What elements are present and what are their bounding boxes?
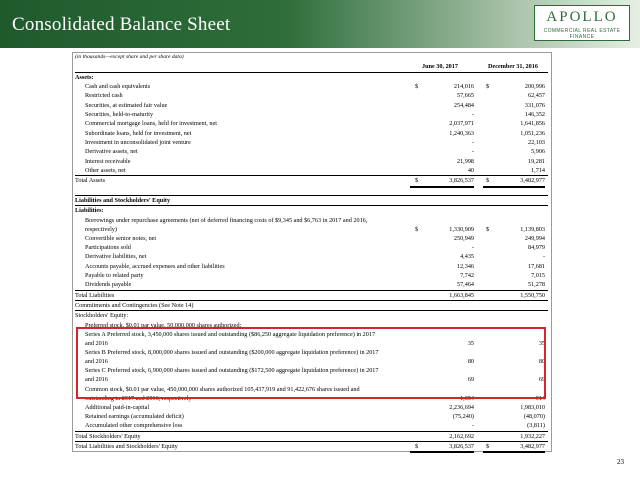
equity-heading: Stockholders' Equity: xyxy=(75,312,129,320)
row-label: Participations sold xyxy=(85,244,131,252)
value-june-2017: 57,665 xyxy=(456,92,474,100)
value-june-2017: 7,742 xyxy=(460,272,474,280)
value-june-2017: - xyxy=(471,138,474,146)
apollo-logo xyxy=(534,5,630,41)
row-label: Additional paid-in-capital xyxy=(85,403,150,411)
liability-row xyxy=(75,234,548,243)
value-dec-2016: 1,983,010 xyxy=(520,403,545,411)
row-label: Common stock, $0.01 par value, 450,000,000 shares authorized 105,437,919 and 91,422,676 shares issued and outstanding in 2017 and 2016, respectively xyxy=(85,385,360,402)
value-june-2017: 40 xyxy=(467,166,474,174)
row-label: Other assets, net xyxy=(85,166,126,174)
value-dec-2016: 1,714 xyxy=(531,166,545,174)
asset-row xyxy=(75,101,548,110)
equity-row xyxy=(75,412,548,421)
value-june-2017: - xyxy=(471,148,474,156)
value-june-2017: 2,037,971 xyxy=(449,120,474,128)
asset-row xyxy=(75,157,548,166)
dollar-sign: $ xyxy=(486,225,490,233)
row-label: Cash and cash equivalents xyxy=(85,82,151,90)
value-dec-2016: 69 xyxy=(538,376,545,384)
page-number: 23 xyxy=(617,458,624,466)
row-label: Payable to related party xyxy=(85,272,144,280)
value-dec-2016: (48,070) xyxy=(523,413,545,421)
value-dec-2016: 17,681 xyxy=(527,262,545,270)
value-dec-2016: 51,278 xyxy=(527,281,545,289)
value-june-2017: 12,346 xyxy=(456,262,474,270)
total-equity-row xyxy=(75,431,548,441)
units-note: (in thousands—except share and per share data) xyxy=(75,54,184,60)
value-june-2017: 250,949 xyxy=(453,234,474,242)
series-c-row xyxy=(75,366,548,384)
value-june-2017: - xyxy=(471,244,474,252)
value-dec-2016: 62,457 xyxy=(527,92,545,100)
column-header-dec-2016: December 31, 2016 xyxy=(479,62,547,72)
value-dec-2016: 249,994 xyxy=(524,234,545,242)
value-june-2017: 3,826,537 xyxy=(410,176,474,187)
row-label: Total Stockholders' Equity xyxy=(75,432,141,440)
equity-row xyxy=(75,403,548,412)
row-label: Investment in unconsolidated joint venture xyxy=(85,138,191,146)
value-june-2017: 21,998 xyxy=(456,157,474,165)
row-label: Subordinate loans, held for investment, net xyxy=(85,129,192,137)
row-label: Convertible senior notes, net xyxy=(85,234,157,242)
value-june-2017: - xyxy=(471,422,474,430)
value-june-2017: 1,663,845 xyxy=(449,291,474,299)
total-assets-row xyxy=(75,175,548,185)
row-label: Series C Preferred stock, 6,900,000 shares issued and outstanding ($172,500 aggregate liquidation preference) in 2017 and 2016 xyxy=(85,367,379,384)
series-b-row xyxy=(75,348,548,366)
value-june-2017: (75,240) xyxy=(452,413,474,421)
total-liabilities-row xyxy=(75,290,548,300)
row-label: Accumulated other comprehensive loss xyxy=(85,422,183,430)
row-label: Derivative liabilities, net xyxy=(85,253,147,261)
row-label: Restricted cash xyxy=(85,92,123,100)
value-june-2017: 2,236,694 xyxy=(449,403,474,411)
common-stock-row xyxy=(75,385,548,403)
dollar-sign: $ xyxy=(415,443,419,451)
value-dec-2016: 22,103 xyxy=(527,138,545,146)
row-label: Series B Preferred stock, 8,000,000 shares issued and outstanding ($200,000 aggregate liquidation preference) in 2017 and 2016 xyxy=(85,349,379,366)
value-june-2017: 1,240,363 xyxy=(449,129,474,137)
commitments-label: Commitments and Contingencies (See Note 14) xyxy=(75,302,194,310)
value-dec-2016: 146,352 xyxy=(524,110,545,118)
value-dec-2016: 1,139,803 xyxy=(520,225,545,233)
title-banner xyxy=(0,0,640,48)
balance-sheet-table xyxy=(72,52,552,452)
assets-heading: Assets: xyxy=(75,73,94,81)
liability-row xyxy=(75,243,548,252)
spacer-row xyxy=(75,186,548,195)
page-title: Consolidated Balance Sheet xyxy=(12,14,231,35)
value-dec-2016: 5,906 xyxy=(531,148,545,156)
row-label: Total Liabilities and Stockholders' Equity xyxy=(75,443,178,451)
liability-row xyxy=(75,271,548,280)
assets-heading-row xyxy=(75,72,548,82)
row-label: Series A Preferred stock, 3,450,000 shares issued and outstanding ($86,250 aggregate liquidation preference) in 2017 and 2016 xyxy=(85,331,376,348)
row-label: Securities, held-to-maturity xyxy=(85,110,154,118)
row-label: Derivative assets, net xyxy=(85,148,138,156)
dollar-sign: $ xyxy=(415,177,419,185)
asset-row xyxy=(75,129,548,138)
commitments-row xyxy=(75,300,548,310)
value-june-2017: 254,484 xyxy=(453,101,474,109)
borrowings-row xyxy=(75,216,548,234)
value-june-2017: 1,330,909 xyxy=(449,225,474,233)
liability-row xyxy=(75,280,548,289)
equity-heading-row xyxy=(75,310,548,320)
value-dec-2016: 200,996 xyxy=(524,82,545,90)
value-june-2017: 3,826,537 xyxy=(410,442,474,453)
column-header-row xyxy=(75,62,548,71)
liab-equity-heading-row xyxy=(75,195,548,205)
value-june-2017: 2,162,692 xyxy=(449,432,474,440)
dollar-sign: $ xyxy=(486,443,490,451)
value-dec-2016: 3,482,977 xyxy=(483,442,545,453)
asset-row xyxy=(75,147,548,156)
preferred-authorized-row xyxy=(75,321,548,330)
asset-row xyxy=(75,119,548,128)
value-dec-2016: 7,015 xyxy=(531,272,545,280)
value-dec-2016: 35 xyxy=(538,340,545,348)
value-dec-2016: 1,051,236 xyxy=(520,129,545,137)
value-dec-2016: 1,550,750 xyxy=(520,291,545,299)
dollar-sign: $ xyxy=(486,82,490,90)
row-label: Borrowings under repurchase agreements (net of deferred financing costs of $9,345 and $6,763 in 2017 and 2016, respectively) xyxy=(85,216,368,233)
liability-row xyxy=(75,252,548,261)
total-liab-equity-row xyxy=(75,441,548,451)
column-header-june-2017: June 30, 2017 xyxy=(405,62,475,72)
preferred-authorized-label: Preferred stock, $0.01 par value, 50,000,000 shares authorized: xyxy=(85,321,242,329)
value-dec-2016: 80 xyxy=(538,358,545,366)
row-label: Total Assets xyxy=(75,177,105,185)
logo-wordmark: APOLLO xyxy=(546,9,618,25)
dollar-sign: $ xyxy=(415,82,419,90)
value-june-2017: 57,464 xyxy=(456,281,474,289)
value-dec-2016: 3,482,977 xyxy=(483,176,545,187)
value-june-2017: 35 xyxy=(467,340,474,348)
asset-row xyxy=(75,166,548,175)
logo-subtitle: COMMERCIAL REAL ESTATE FINANCE xyxy=(543,28,621,40)
series-a-row xyxy=(75,330,548,348)
asset-row xyxy=(75,138,548,147)
liability-row xyxy=(75,262,548,271)
value-june-2017: 4,435 xyxy=(460,253,474,261)
asset-row xyxy=(75,110,548,119)
value-june-2017: 1,054 xyxy=(460,394,474,402)
value-dec-2016: (3,811) xyxy=(527,422,545,430)
row-label: Securities, at estimated fair value xyxy=(85,101,168,109)
asset-row xyxy=(75,82,548,91)
row-label: Accounts payable, accrued expenses and other liabilities xyxy=(85,262,225,270)
liabilities-heading: Liabilities: xyxy=(75,207,104,215)
value-dec-2016: 84,979 xyxy=(527,244,545,252)
value-dec-2016: 914 xyxy=(535,394,545,402)
liab-equity-heading: Liabilities and Stockholders' Equity xyxy=(75,196,171,204)
dollar-sign: $ xyxy=(486,177,490,185)
value-dec-2016: 1,932,227 xyxy=(520,432,545,440)
row-label: Total Liabilities xyxy=(75,291,115,299)
value-dec-2016: 19,281 xyxy=(527,157,545,165)
value-june-2017: - xyxy=(471,110,474,118)
value-dec-2016: 331,076 xyxy=(524,101,545,109)
row-label: Dividends payable xyxy=(85,281,132,289)
value-june-2017: 69 xyxy=(467,376,474,384)
units-note-row xyxy=(75,53,548,62)
dollar-sign: $ xyxy=(415,225,419,233)
row-label: Commercial mortgage loans, held for investment, net xyxy=(85,120,217,128)
value-june-2017: 80 xyxy=(467,358,474,366)
value-dec-2016: 1,641,856 xyxy=(520,120,545,128)
equity-row xyxy=(75,421,548,430)
value-dec-2016: - xyxy=(542,253,545,261)
row-label: Interest receivable xyxy=(85,157,131,165)
liabilities-heading-row xyxy=(75,205,548,215)
value-june-2017: 214,016 xyxy=(453,82,474,90)
row-label: Retained earnings (accumulated deficit) xyxy=(85,413,184,421)
asset-row xyxy=(75,91,548,100)
